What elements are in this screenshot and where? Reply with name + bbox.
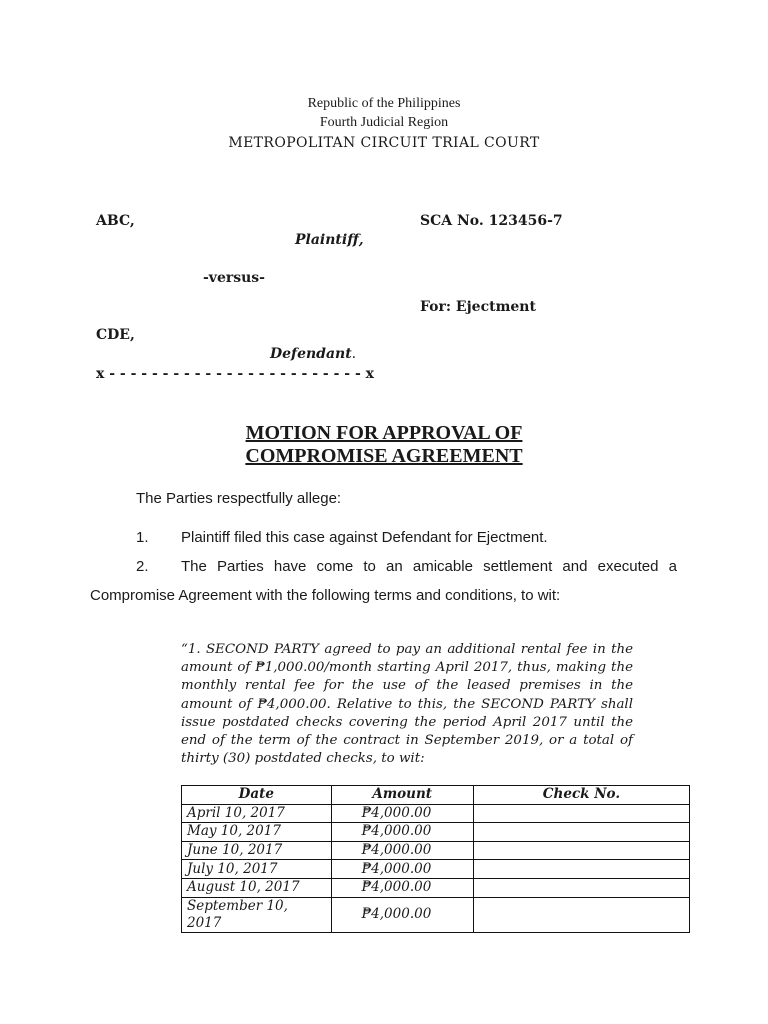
- motion-title-text2: COMPROMISE AGREEMENT: [245, 445, 523, 467]
- cell-check-no: [473, 878, 689, 897]
- cell-date: July 10, 2017: [182, 860, 332, 879]
- motion-title-line1: [0, 421, 768, 445]
- item2-continuation: Compromise Agreement with the following terms and conditions, to wit:: [90, 587, 561, 604]
- cell-amount: ₱4,000.00: [331, 804, 473, 823]
- header-date: Date: [182, 786, 332, 805]
- table-header-row: [182, 786, 690, 805]
- table-row: [182, 860, 690, 879]
- cell-amount: ₱4,000.00: [331, 878, 473, 897]
- plaintiff-name: ABC,: [96, 213, 135, 229]
- cell-date: May 10, 2017: [182, 823, 332, 842]
- plaintiff-role: Plaintiff,: [295, 232, 364, 248]
- cell-date: September 10, 2017: [182, 897, 332, 932]
- cell-check-no: [473, 897, 689, 932]
- defendant-name: CDE,: [96, 327, 135, 343]
- header-region: Fourth Judicial Region: [319, 115, 449, 130]
- table-row: [182, 878, 690, 897]
- cell-date: June 10, 2017: [182, 841, 332, 860]
- cell-amount: ₱4,000.00: [331, 860, 473, 879]
- item2-number: 2.: [136, 558, 149, 575]
- cell-check-no: [473, 841, 689, 860]
- caption-divider: x - - - - - - - - - - - - - - - - - - - - - - - - x: [96, 366, 374, 382]
- item1-text: Plaintiff filed this case against Defendant for Ejectment.: [181, 529, 548, 546]
- case-nature: For: Ejectment: [420, 299, 536, 315]
- cell-date: August 10, 2017: [182, 878, 332, 897]
- cell-date: April 10, 2017: [182, 804, 332, 823]
- item2-text: The Parties have come to an amicable settlement and executed a: [181, 558, 677, 575]
- cell-check-no: [473, 860, 689, 879]
- cell-check-no: [473, 804, 689, 823]
- intro-paragraph: The Parties respectfully allege:: [136, 490, 342, 507]
- header-check-no: Check No.: [473, 786, 689, 805]
- defendant-period: .: [351, 346, 357, 362]
- table-row: [182, 804, 690, 823]
- table-row: [182, 897, 690, 932]
- table-row: [182, 841, 690, 860]
- header-amount: Amount: [331, 786, 473, 805]
- case-number: SCA No. 123456-7: [420, 213, 563, 229]
- versus-label: -versus-: [203, 270, 265, 286]
- agreement-quote: “1. SECOND PARTY agreed to pay an additional rental fee in the amount of ₱1,000.00/month starting April 2017, thus, making the monthly rental fee for the use of the leased premises in the amount of ₱4,000.00. Relative to this, the SECOND PARTY shall issue postdated checks covering the period April 2017 until the end of the term of the contract in September 2019, or a total of thirty (30) postdated checks, to wit:: [181, 642, 633, 767]
- cell-amount: ₱4,000.00: [331, 823, 473, 842]
- header-republic: Republic of the Philippines: [307, 96, 461, 111]
- postdated-checks-table: [181, 785, 690, 933]
- defendant-role: Defendant: [270, 346, 352, 362]
- cell-check-no: [473, 823, 689, 842]
- header-court: METROPOLITAN CIRCUIT TRIAL COURT: [228, 135, 540, 151]
- cell-amount: ₱4,000.00: [331, 897, 473, 932]
- motion-title-line2: [0, 444, 768, 468]
- table-row: [182, 823, 690, 842]
- defendant-role-line: [270, 344, 356, 364]
- cell-amount: ₱4,000.00: [331, 841, 473, 860]
- motion-title-text1: MOTION FOR APPROVAL OF: [245, 422, 523, 444]
- item1-number: 1.: [136, 529, 149, 546]
